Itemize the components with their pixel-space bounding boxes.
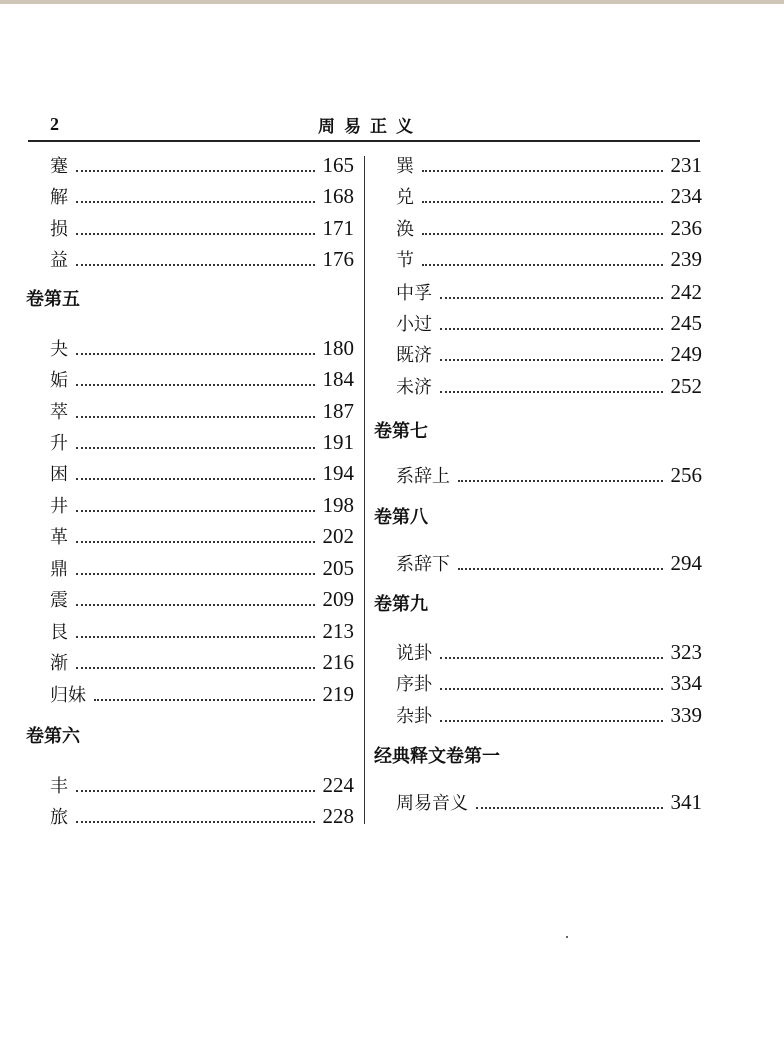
toc-entry-title: 说卦	[396, 643, 432, 664]
toc-entry[interactable]	[396, 308, 702, 338]
toc-entry-title: 序卦	[396, 674, 432, 695]
toc-entry-page-number: 209	[322, 587, 354, 611]
toc-entry[interactable]	[50, 616, 354, 646]
toc-entry[interactable]	[50, 553, 354, 583]
scan-speck	[566, 936, 568, 938]
toc-entry[interactable]	[50, 458, 354, 488]
running-title: 周易正义	[318, 117, 422, 137]
toc-entry[interactable]	[50, 584, 354, 614]
toc-entry-title: 困	[50, 464, 68, 485]
toc-entry-page-number: 234	[670, 184, 702, 208]
toc-entry-page-number: 219	[322, 682, 354, 706]
dot-leader	[76, 464, 315, 480]
toc-entry[interactable]	[50, 521, 354, 551]
toc-entry-title: 兑	[396, 187, 414, 208]
toc-entry-page-number: 165	[322, 153, 354, 177]
toc-entry[interactable]	[50, 150, 354, 180]
toc-entry-page-number: 256	[670, 463, 702, 487]
toc-entry[interactable]	[396, 668, 702, 698]
toc-entry-title: 小过	[396, 314, 432, 335]
dot-leader	[76, 559, 315, 575]
toc-entry-page-number: 245	[670, 311, 702, 335]
toc-entry[interactable]	[50, 213, 354, 243]
toc-entry[interactable]	[396, 150, 702, 180]
dot-leader	[458, 466, 663, 482]
dot-leader	[440, 345, 663, 361]
toc-entry[interactable]	[396, 787, 702, 817]
toc-entry-page-number: 171	[322, 216, 354, 240]
toc-entry-page-number: 198	[322, 493, 354, 517]
toc-entry-title: 益	[50, 250, 68, 271]
toc-entry-page-number: 334	[670, 671, 702, 695]
toc-entry[interactable]	[396, 637, 702, 667]
toc-entry-title: 损	[50, 219, 68, 240]
toc-entry-title: 归妹	[50, 685, 86, 706]
toc-entry-page-number: 205	[322, 556, 354, 580]
toc-entry[interactable]	[396, 548, 702, 578]
toc-entry-page-number: 168	[322, 184, 354, 208]
dot-leader	[76, 156, 315, 172]
dot-leader	[76, 339, 315, 355]
dot-leader	[476, 793, 663, 809]
page-header	[40, 108, 700, 138]
toc-entry[interactable]	[50, 679, 354, 709]
dot-leader	[422, 250, 663, 266]
toc-entry-title: 鼎	[50, 559, 68, 580]
page-number: 2	[50, 114, 59, 134]
toc-entry-title: 中孚	[396, 283, 432, 304]
toc-entry-title: 节	[396, 250, 414, 271]
volume-heading: 卷第七	[374, 421, 428, 442]
toc-entry[interactable]	[50, 490, 354, 520]
toc-entry-title: 周易音义	[396, 793, 468, 814]
toc-entry-title: 丰	[50, 776, 68, 797]
dot-leader	[440, 674, 663, 690]
dot-leader	[76, 370, 315, 386]
toc-entry-page-number: 194	[322, 461, 354, 485]
toc-entry-page-number: 252	[670, 374, 702, 398]
toc-entry-title: 系辞上	[396, 466, 450, 487]
dot-leader	[94, 685, 315, 701]
dot-leader	[440, 283, 663, 299]
toc-entry[interactable]	[50, 427, 354, 457]
toc-entry-title: 姤	[50, 370, 68, 391]
toc-entry-title: 蹇	[50, 156, 68, 177]
toc-entry[interactable]	[396, 371, 702, 401]
dot-leader	[76, 187, 315, 203]
toc-entry-page-number: 191	[322, 430, 354, 454]
toc-entry-page-number: 249	[670, 342, 702, 366]
dot-leader	[422, 219, 663, 235]
dot-leader	[458, 554, 663, 570]
toc-entry[interactable]	[396, 277, 702, 307]
dot-leader	[76, 219, 315, 235]
toc-entry[interactable]	[396, 700, 702, 730]
dot-leader	[440, 706, 663, 722]
toc-entry-page-number: 231	[670, 153, 702, 177]
toc-entry-page-number: 339	[670, 703, 702, 727]
dot-leader	[76, 807, 315, 823]
toc-entry[interactable]	[50, 396, 354, 426]
toc-entry-title: 井	[50, 496, 68, 517]
toc-entry-title: 夬	[50, 339, 68, 360]
toc-entry-title: 旅	[50, 807, 68, 828]
volume-heading: 卷第九	[374, 594, 428, 615]
dot-leader	[440, 314, 663, 330]
dot-leader	[76, 527, 315, 543]
toc-entry[interactable]	[50, 801, 354, 831]
toc-entry-page-number: 187	[322, 399, 354, 423]
toc-entry-title: 渐	[50, 653, 68, 674]
header-rule	[28, 140, 700, 142]
toc-entry-title: 革	[50, 527, 68, 548]
toc-entry-page-number: 323	[670, 640, 702, 664]
toc-entry[interactable]	[396, 213, 702, 243]
dot-leader	[76, 433, 315, 449]
dot-leader	[76, 250, 315, 266]
toc-entry-title: 升	[50, 433, 68, 454]
dot-leader	[76, 653, 315, 669]
toc-entry-title: 巽	[396, 156, 414, 177]
volume-heading: 经典释文卷第一	[374, 746, 500, 767]
column-divider	[364, 156, 365, 824]
toc-entry-title: 系辞下	[396, 554, 450, 575]
toc-entry-page-number: 180	[322, 336, 354, 360]
toc-entry-title: 涣	[396, 219, 414, 240]
toc-entry[interactable]	[396, 460, 702, 490]
toc-entry[interactable]	[50, 770, 354, 800]
toc-entry[interactable]	[50, 647, 354, 677]
toc-entry-title: 既济	[396, 345, 432, 366]
dot-leader	[422, 156, 663, 172]
toc-entry[interactable]	[396, 244, 702, 274]
toc-entry-title: 萃	[50, 402, 68, 423]
toc-entry-title: 未济	[396, 377, 432, 398]
volume-heading: 卷第六	[26, 726, 80, 747]
dot-leader	[422, 187, 663, 203]
toc-entry-page-number: 242	[670, 280, 702, 304]
toc-entry-title: 杂卦	[396, 706, 432, 727]
dot-leader	[76, 496, 315, 512]
volume-heading: 卷第八	[374, 507, 428, 528]
dot-leader	[76, 402, 315, 418]
toc-entry-page-number: 184	[322, 367, 354, 391]
toc-entry[interactable]	[50, 181, 354, 211]
toc-entry-title: 艮	[50, 622, 68, 643]
toc-entry-page-number: 216	[322, 650, 354, 674]
dot-leader	[440, 377, 663, 393]
toc-entry[interactable]	[50, 244, 354, 274]
toc-entry-page-number: 236	[670, 216, 702, 240]
toc-entry-page-number: 213	[322, 619, 354, 643]
dot-leader	[440, 643, 663, 659]
dot-leader	[76, 590, 315, 606]
volume-heading: 卷第五	[26, 289, 80, 310]
toc-entry-page-number: 341	[670, 790, 702, 814]
dot-leader	[76, 776, 315, 792]
toc-entry[interactable]	[50, 364, 354, 394]
toc-entry-page-number: 239	[670, 247, 702, 271]
toc-entry-page-number: 224	[322, 773, 354, 797]
toc-entry-page-number: 294	[670, 551, 702, 575]
toc-entry-page-number: 228	[322, 804, 354, 828]
toc-entry-title: 震	[50, 590, 68, 611]
toc-entry[interactable]	[396, 181, 702, 211]
toc-entry-page-number: 202	[322, 524, 354, 548]
toc-entry-title: 解	[50, 187, 68, 208]
scan-top-edge	[0, 0, 784, 4]
toc-entry[interactable]	[50, 333, 354, 363]
dot-leader	[76, 622, 315, 638]
toc-entry[interactable]	[396, 339, 702, 369]
toc-entry-page-number: 176	[322, 247, 354, 271]
